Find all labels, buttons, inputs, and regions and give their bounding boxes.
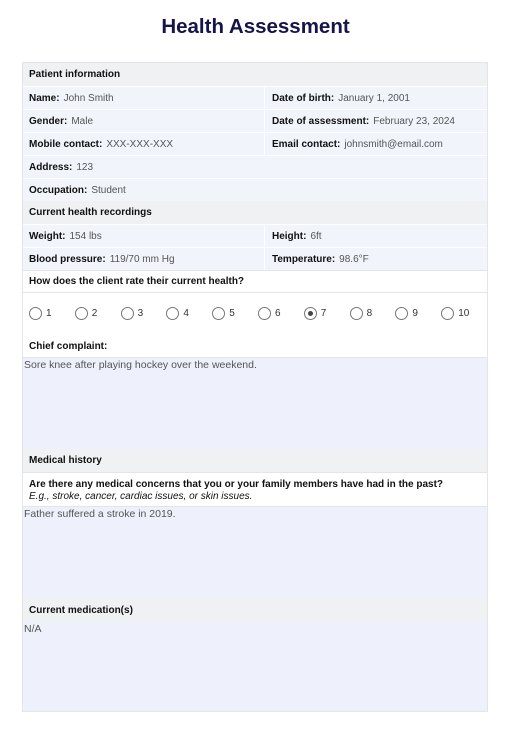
- height-value: 6ft: [310, 230, 322, 242]
- dob-label: Date of birth:: [272, 92, 335, 104]
- radio-circle-icon[interactable]: [350, 307, 363, 320]
- rating-option-label: 7: [320, 308, 327, 319]
- rating-option-9[interactable]: [395, 307, 418, 320]
- medical-history-textarea[interactable]: [23, 507, 487, 598]
- assessment-form: [22, 62, 488, 712]
- rating-option-label: 4: [183, 308, 189, 319]
- rating-question: How does the client rate their current health?: [23, 270, 487, 293]
- occupation-field[interactable]: [23, 179, 487, 201]
- dob-field[interactable]: [266, 87, 487, 109]
- rating-option-label: 8: [366, 308, 373, 319]
- dob-value: January 1, 2001: [338, 92, 410, 104]
- radio-circle-icon[interactable]: [75, 307, 88, 320]
- weight-field[interactable]: [23, 225, 265, 247]
- rating-option-label: 1: [46, 308, 52, 319]
- rating-option-4[interactable]: [166, 307, 189, 320]
- blood-pressure-field[interactable]: [23, 248, 265, 270]
- rating-option-8[interactable]: [350, 307, 373, 320]
- name-dob-row: [23, 86, 487, 109]
- contact-row: [23, 132, 487, 155]
- occupation-label: Occupation:: [29, 184, 88, 196]
- radio-circle-icon[interactable]: [441, 307, 454, 320]
- temperature-field[interactable]: [266, 248, 487, 270]
- gender-field[interactable]: [23, 110, 265, 132]
- rating-option-1[interactable]: [29, 307, 52, 320]
- email-value: johnsmith@email.com: [344, 138, 443, 150]
- radio-circle-icon[interactable]: [304, 307, 317, 320]
- medications-value: N/A: [24, 623, 42, 635]
- height-label: Height:: [272, 230, 307, 242]
- rating-option-label: 9: [412, 308, 418, 319]
- rating-option-label: 2: [91, 308, 98, 319]
- rating-option-label: 10: [458, 308, 470, 319]
- occupation-row: [23, 178, 487, 201]
- rating-option-6[interactable]: [258, 307, 281, 320]
- rating-option-5[interactable]: [212, 307, 235, 320]
- chief-complaint-textarea[interactable]: [23, 358, 487, 449]
- mobile-label: Mobile contact:: [29, 138, 103, 150]
- medical-history-header: Medical history: [23, 449, 487, 472]
- rating-option-2[interactable]: [75, 307, 98, 320]
- radio-circle-icon[interactable]: [29, 307, 42, 320]
- medical-history-hint: E.g., stroke, cancer, cardiac issues, or skin issues.: [29, 491, 253, 502]
- page-title: Health Assessment: [161, 15, 350, 38]
- rating-option-label: 6: [275, 308, 281, 319]
- address-value: 123: [76, 161, 94, 173]
- rating-option-7[interactable]: [304, 307, 327, 320]
- gender-label: Gender:: [29, 115, 68, 127]
- occupation-value: Student: [91, 184, 126, 196]
- chief-complaint-value: Sore knee after playing hockey over the weekend.: [24, 359, 257, 371]
- rating-option-label: 3: [137, 308, 144, 319]
- gender-value: Male: [71, 115, 94, 127]
- assessment-date-value: February 23, 2024: [373, 115, 455, 127]
- weight-height-row: [23, 224, 487, 247]
- medications-textarea[interactable]: [23, 622, 487, 711]
- health-recordings-header: Current health recordings: [23, 201, 487, 224]
- temperature-value: 98.6°F: [339, 253, 369, 265]
- name-field[interactable]: [23, 87, 265, 109]
- name-value: John Smith: [63, 92, 114, 104]
- weight-value: 154 lbs: [69, 230, 102, 242]
- address-label: Address:: [29, 161, 73, 173]
- chief-complaint-header: Chief complaint:: [23, 336, 487, 358]
- rating-option-3[interactable]: [121, 307, 144, 320]
- name-label: Name:: [29, 92, 60, 104]
- temperature-label: Temperature:: [272, 253, 336, 265]
- blood-pressure-value: 119/70 mm Hg: [109, 253, 175, 265]
- radio-circle-icon[interactable]: [166, 307, 179, 320]
- email-label: Email contact:: [272, 138, 341, 150]
- medical-history-question-block: [23, 472, 487, 507]
- rating-option-10[interactable]: [441, 307, 469, 320]
- blood-pressure-label: Blood pressure:: [29, 253, 106, 265]
- assessment-date-field[interactable]: [266, 110, 487, 132]
- gender-date-row: [23, 109, 487, 132]
- medications-header: Current medication(s): [23, 598, 487, 622]
- email-field[interactable]: [266, 133, 487, 155]
- assessment-date-label: Date of assessment:: [272, 115, 370, 127]
- address-field[interactable]: [23, 156, 487, 178]
- radio-circle-icon[interactable]: [121, 307, 134, 320]
- mobile-field[interactable]: [23, 133, 265, 155]
- mobile-value: XXX-XXX-XXX: [106, 138, 174, 150]
- radio-circle-icon[interactable]: [395, 307, 408, 320]
- address-row: [23, 155, 487, 178]
- radio-circle-icon[interactable]: [212, 307, 225, 320]
- height-field[interactable]: [266, 225, 487, 247]
- medical-history-question: Are there any medical concerns that you or your family members have had in the past?: [29, 479, 444, 490]
- weight-label: Weight:: [29, 230, 66, 242]
- medical-history-value: Father suffered a stroke in 2019.: [24, 508, 176, 520]
- bp-temp-row: [23, 247, 487, 270]
- radio-circle-icon[interactable]: [258, 307, 271, 320]
- rating-radio-group: [23, 293, 487, 336]
- rating-option-label: 5: [229, 308, 235, 319]
- patient-info-header: Patient information: [23, 63, 487, 86]
